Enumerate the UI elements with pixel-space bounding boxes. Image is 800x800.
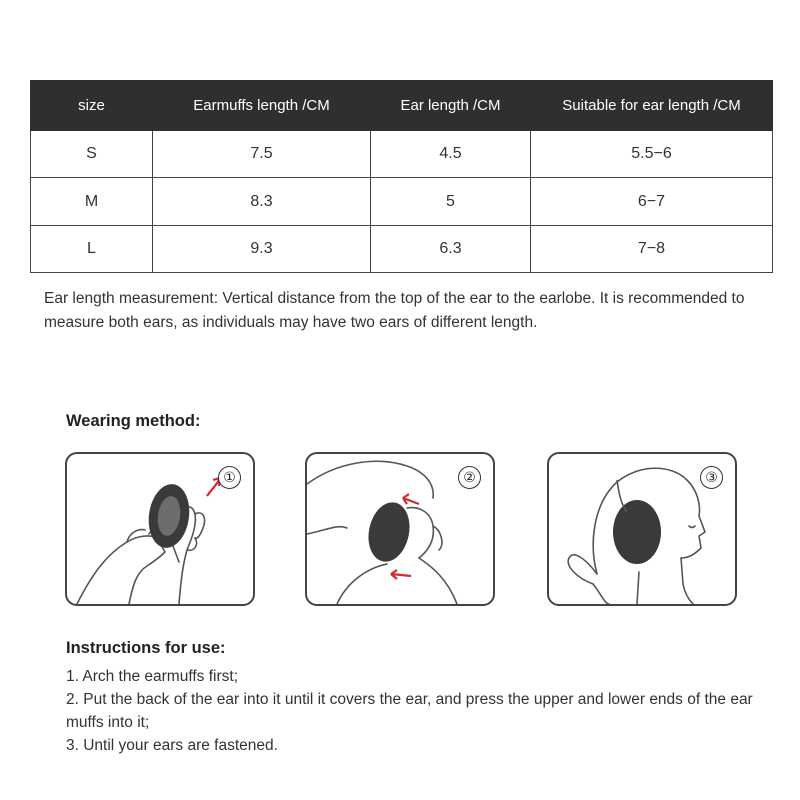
cell-ear-length: 6.3: [371, 225, 531, 272]
wearing-step-3: [547, 452, 737, 606]
cell-earmuffs-length: 9.3: [153, 225, 371, 272]
cell-earmuffs-length: 7.5: [153, 131, 371, 178]
cell-size: M: [31, 178, 153, 225]
cell-suitable-ear-length: 6−7: [531, 178, 773, 225]
instructions-heading: Instructions for use:: [66, 639, 226, 657]
cell-ear-length: 4.5: [371, 131, 531, 178]
table-row: [31, 225, 773, 272]
list-item: 3. Until your ears are fastened.: [66, 737, 278, 754]
wearing-step-2: [305, 452, 495, 606]
header-ear-length: Ear length /CM: [371, 81, 531, 131]
cell-size: L: [31, 225, 153, 272]
table-row: [31, 178, 773, 225]
list-item: 1. Arch the earmuffs first;: [66, 668, 239, 685]
table-row: [31, 131, 773, 178]
cell-suitable-ear-length: 7−8: [531, 225, 773, 272]
instructions-list: [66, 665, 756, 757]
header-size: size: [31, 81, 153, 131]
header-earmuffs-length: Earmuffs length /CM: [153, 81, 371, 131]
cell-suitable-ear-length: 5.5−6: [531, 131, 773, 178]
wearing-method-heading: Wearing method:: [66, 412, 201, 430]
step-number: ②: [458, 466, 481, 489]
step-number: ①: [218, 466, 241, 489]
step-number: ③: [700, 466, 723, 489]
cell-size: S: [31, 131, 153, 178]
wearing-step-1: [65, 452, 255, 606]
header-suitable-ear-length: Suitable for ear length /CM: [531, 81, 773, 131]
measurement-note: Ear length measurement: Vertical distance from the top of the ear to the earlobe. It is recommended to measure both ears, as individuals may have two ears of different length.: [44, 290, 745, 331]
list-item: 2. Put the back of the ear into it until it covers the ear, and press the upper and lower ends of the ear muffs into it;: [66, 691, 753, 731]
cell-earmuffs-length: 8.3: [153, 178, 371, 225]
size-chart-table: [30, 80, 773, 273]
cell-ear-length: 5: [371, 178, 531, 225]
size-chart-header-row: [31, 81, 773, 131]
